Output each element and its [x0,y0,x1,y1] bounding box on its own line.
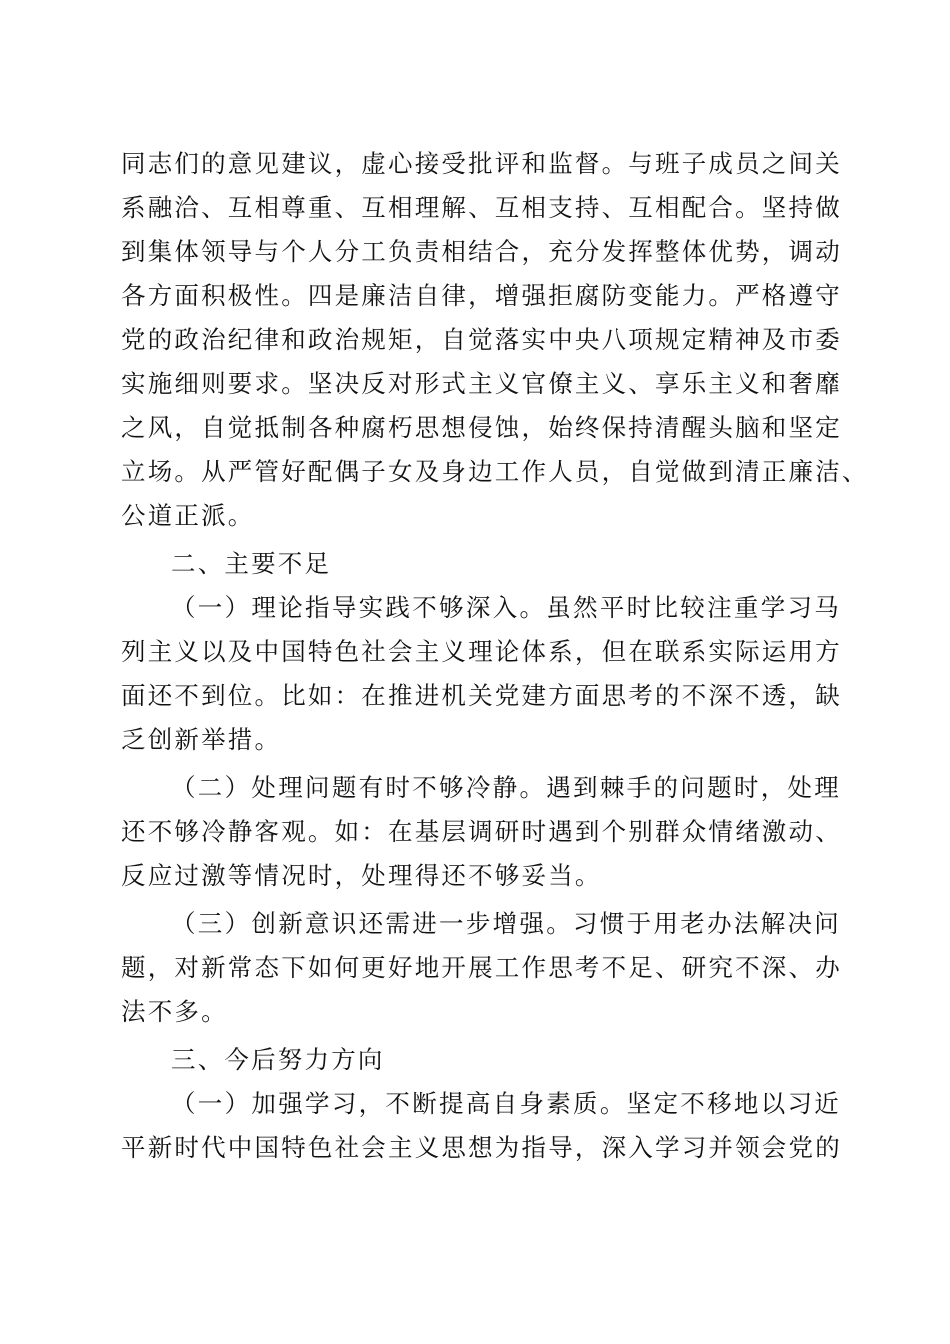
paragraph-line: 各方面积极性。四是廉洁自律，增强拒腐防变能力。严格遵守 [121,281,842,310]
paragraph-line: 反应过激等情况时，处理得还不够妥当。 [121,861,602,890]
paragraph-line: 立场。从严管好配偶子女及身边工作人员，自觉做到清正廉洁、 [121,457,869,486]
paragraph-line: （二）处理问题有时不够冷静。遇到棘手的问题时，处理 [171,773,841,802]
paragraph-line: 公道正派。 [121,501,255,530]
paragraph-line: 法不多。 [121,997,228,1026]
paragraph-line: （一）理论指导实践不够深入。虽然平时比较注重学习马 [171,593,841,622]
paragraph-line: 之风，自觉抵制各种腐朽思想侵蚀，始终保持清醒头脑和坚定 [121,413,842,442]
paragraph-line: 党的政治纪律和政治规矩，自觉落实中央八项规定精神及市委 [121,325,842,354]
paragraph-line: 同志们的意见建议，虚心接受批评和监督。与班子成员之间关 [121,149,842,178]
paragraph-line: 还不够冷静客观。如：在基层调研时遇到个别群众情绪激动、 [121,817,842,846]
paragraph-line: 乏创新举措。 [121,725,282,754]
paragraph-line: 题，对新常态下如何更好地开展工作思考不足、研究不深、办 [121,953,842,982]
paragraph-line: 系融洽、互相尊重、互相理解、互相支持、互相配合。坚持做 [121,193,842,222]
paragraph-line: （一）加强学习，不断提高自身素质。坚定不移地以习近 [171,1089,841,1118]
paragraph-line: 面还不到位。比如：在推进机关党建方面思考的不深不透，缺 [121,681,842,710]
paragraph-line: （三）创新意识还需进一步增强。习惯于用老办法解决问 [171,909,841,938]
paragraph-line: 列主义以及中国特色社会主义理论体系，但在联系实际运用方 [121,637,842,666]
paragraph-line: 实施细则要求。坚决反对形式主义官僚主义、享乐主义和奢靡 [121,369,842,398]
paragraph-line: 到集体领导与个人分工负责相结合，充分发挥整体优势，调动 [121,237,842,266]
section-heading: 三、今后努力方向 [171,1045,385,1074]
paragraph-line: 平新时代中国特色社会主义思想为指导，深入学习并领会党的 [121,1133,842,1162]
section-heading: 二、主要不足 [171,549,332,578]
